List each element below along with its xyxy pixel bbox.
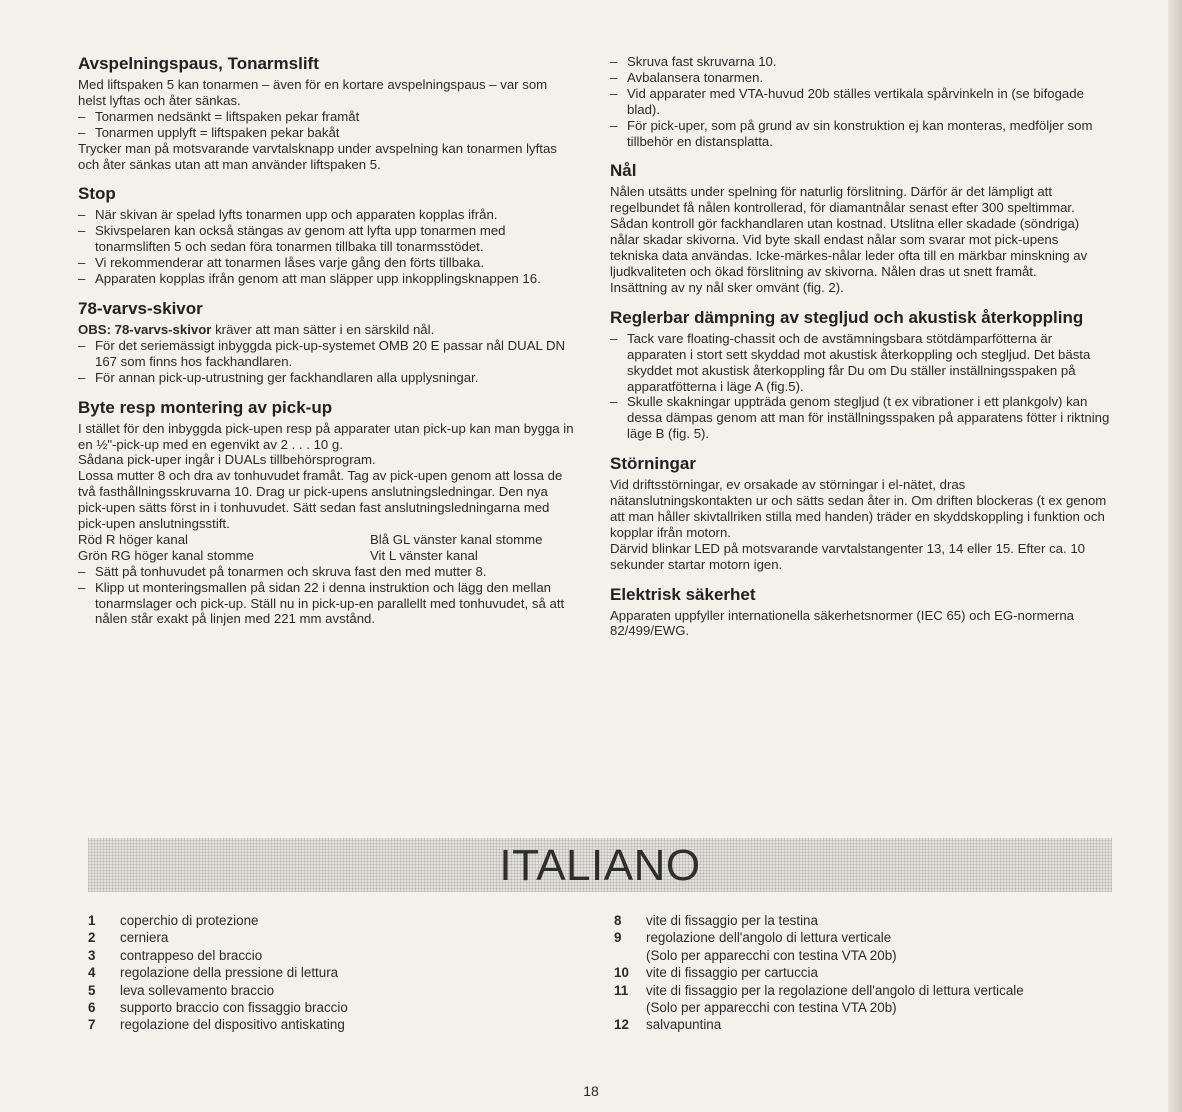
- section-nal: [610, 161, 1110, 295]
- legend-label: regolazione della pressione di lettura: [120, 965, 339, 981]
- bullet-item: – För det seriemässigt inbyggda pick-up-systemet OMB 20 E passar nål DUAL DN 167 som finns hos fackhandlaren.: [78, 338, 576, 370]
- paragraph: Trycker man på motsvarande varvtalsknapp under avspelning kan tonarmen lyftas och åter sänkas utan att man använder liftspaken 5.: [78, 140, 557, 172]
- section-heading: Elektrisk säkerhet: [610, 584, 756, 604]
- legend-number: 7: [88, 1017, 96, 1033]
- bullet-list: [610, 54, 1110, 149]
- language-banner: [88, 838, 1112, 892]
- bullet-list: [78, 207, 576, 287]
- legend-text: [120, 964, 508, 981]
- obs-paragraph: [78, 322, 576, 338]
- section-pick-up: [78, 398, 576, 628]
- wiring-entry: Blå GL vänster kanal stomme: [370, 531, 543, 547]
- bullet-item: – Skulle skakningar uppträda genom stegljud (t ex vibrationer i ett plankgolv) kan dessa dämpas genom att man för inställningsspaken på apparatens fötter i riktning läge B (fig. 5).: [610, 394, 1110, 442]
- legend-label: leva sollevamento braccio: [120, 982, 275, 998]
- bullet-item: – För annan pick-up-utrustning ger fackhandlaren alla upplysningar.: [78, 370, 576, 386]
- bullet-list: [610, 331, 1110, 442]
- bullet-item: – Tonarmen nedsänkt = liftspaken pekar framåt: [78, 109, 576, 125]
- section-heading: Avspelningspaus, Tonarmslift: [78, 54, 319, 73]
- legend-number: 3: [88, 947, 96, 963]
- section-heading: 78-varvs-skivor: [78, 298, 203, 318]
- legend-item: [88, 999, 508, 1016]
- bullet-list: [78, 109, 576, 141]
- section-dampning: [610, 308, 1110, 442]
- wiring-entry: Röd R höger kanal: [78, 531, 188, 547]
- legend-text: [120, 1016, 508, 1033]
- legend-note: (Solo per apparecchi con testina VTA 20b): [646, 947, 897, 963]
- legend-text: [646, 982, 1114, 1017]
- legend-text: [646, 964, 1114, 981]
- paragraph: Lossa mutter 8 och dra av tonhuvudet framåt. Tag av pick-upen genom att lossa de två fasthållningsskruvarna 10. Drag ur pick-upens anslutningsledningar. Den nya pick-upen sätts först in i tonhuvudet. Sätt sedan fast anslutningsledningarna med pick-upen anslutningsstift.: [78, 468, 563, 532]
- wiring-entry: Grön RG höger kanal stomme: [78, 547, 254, 563]
- legend-text: [120, 947, 508, 964]
- legend-number: 8: [614, 913, 622, 928]
- left-column: [78, 54, 576, 639]
- legend-list-right: [614, 912, 1114, 1034]
- legend-number: 1: [88, 913, 96, 928]
- section-heading: Nål: [610, 161, 637, 181]
- legend-list-left: [88, 912, 508, 1034]
- legend-label: vite di fissaggio per la regolazione dell'angolo di lettura verticale: [646, 982, 1024, 998]
- legend-item: [88, 964, 508, 981]
- legend-label: cerniera: [120, 930, 169, 946]
- legend-item: [88, 947, 508, 964]
- paragraph: I stället för den inbyggda pick-upen resp på apparater utan pick-up kan man bygga in en ½"-pick-up med en egenvikt av 2 . . . 10 g.: [78, 420, 574, 452]
- page-edge-shadow: [1168, 0, 1182, 1112]
- paragraph: Sådana pick-uper ingår i DUALs tillbehörsprogram.: [78, 452, 376, 468]
- bullet-list: [78, 564, 576, 628]
- legend-label: coperchio di protezione: [120, 913, 259, 928]
- legend-text: [646, 929, 1114, 964]
- legend-item: [88, 912, 508, 929]
- legend-label: vite di fissaggio per cartuccia: [646, 965, 818, 981]
- bullet-item: – Vid apparater med VTA-huvud 20b ställes vertikala spårvinkeln in (se bifogade blad).: [610, 86, 1110, 118]
- legend-text: [120, 912, 508, 929]
- obs-label: OBS: 78-varvs-skivor: [78, 321, 212, 337]
- bullet-item: – Tack vare floating-chassit och de avstämningsbara stötdämparfötterna är apparaten i stort sett skyddad mot akustisk återkoppling och stegljud. Det bästa skyddet mot akustisk återkoppling får Du om Du ställer inställningsspaken på apparatfötterna i läge A (fig.5).: [610, 331, 1110, 395]
- bullet-item: – Tonarmen upplyft = liftspaken pekar bakåt: [78, 125, 576, 141]
- wiring-entry: Vit L vänster kanal: [370, 547, 478, 563]
- section-storningar: [610, 454, 1110, 572]
- paragraph: Därvid blinkar LED på motsvarande varvtalstangenter 13, 14 eller 15. Efter ca. 10 sekunder startar motorn igen.: [610, 540, 1086, 572]
- paragraph: Vid driftsstörningar, ev orsakade av störningar i el-nätet, dras nätanslutningskontakten ur och sätts sedan åter in. Om driften blockeras (t ex genom att man håller skivtallriken stilla med handen) träder en skyddskoppling i funktion och kopplar ifrån motorn.: [610, 477, 1107, 540]
- bullet-item: – Apparaten kopplas ifrån genom att man släpper upp inkopplingsknappen 16.: [78, 271, 576, 287]
- section-tonarmslift: [78, 54, 576, 172]
- legend-item: [88, 982, 508, 999]
- section-stop: [78, 184, 576, 287]
- legend-item: [614, 929, 1114, 964]
- bullet-item: – För pick-uper, som på grund av sin konstruktion ej kan monteras, medföljer som tillbehör en distansplatta.: [610, 118, 1110, 150]
- legend-item: [88, 1016, 508, 1033]
- legend-label: supporto braccio con fissaggio braccio: [120, 1000, 348, 1016]
- section-heading: Reglerbar dämpning av stegljud och akustisk återkoppling: [610, 307, 1084, 327]
- legend-item: [614, 1016, 1114, 1033]
- legend-number: 12: [614, 1017, 629, 1033]
- legend-label: salvapuntina: [646, 1017, 722, 1033]
- bullet-item: – Klipp ut monteringsmallen på sidan 22 i denna instruktion och lägg den mellan tonarmslager och pick-up. Ställ nu in pick-up-en parallellt med tonhuvudet, så att nålen står exakt på linjen med 221 mm avstånd.: [78, 580, 576, 628]
- bullet-item: – Avbalansera tonarmen.: [610, 70, 1110, 86]
- legend-item: [614, 964, 1114, 981]
- legend-label: contrappeso del braccio: [120, 947, 263, 963]
- paragraph: Apparaten uppfyller internationella säkerhetsnormer (IEC 65) och EG-normerna 82/499/EWG.: [610, 607, 1074, 639]
- section-heading: Byte resp montering av pick-up: [78, 397, 333, 417]
- paragraph: Med liftspaken 5 kan tonarmen – även för en kortare avspelningspaus – var som helst lyftas och åter sänkas.: [78, 77, 548, 108]
- legend-item: [614, 912, 1114, 929]
- right-column: [610, 54, 1110, 651]
- bullet-item: – Vi rekommenderar att tonarmen låses varje gång den förts tillbaka.: [78, 255, 576, 271]
- legend-number: 11: [614, 982, 629, 998]
- legend-number: 6: [88, 1000, 96, 1016]
- section-continued: [610, 54, 1110, 149]
- paragraph: Nålen utsätts under spelning för naturlig förslitning. Därför är det lämpligt att regelbundet få nålen kontrollerad, för diamantnålar senast efter 300 speltimmar. Sådan kontroll gör fackhandlaren utan kostnad. Utslitna eller skadade (söndriga) nålar skadar skivorna. Vid byte skall endast nålar som svarar mot pick-upens tekniska data användas. Icke-märkes-nålar leder ofta till en märkbar minskning av ljudkvaliteten och ökad förslitning av skivorna. Nålen dras ut snett framåt.: [610, 184, 1088, 279]
- legend-label: vite di fissaggio per la testina: [646, 913, 818, 928]
- bullet-item: – Skivspelaren kan också stängas av genom att lyfta upp tonarmen med tonarmsliften 5 och sedan föra tonarmen tillbaka till tonarmsstödet.: [78, 223, 576, 255]
- legend-text: [120, 929, 508, 946]
- banner-title: ITALIANO: [499, 841, 701, 890]
- bullet-list: [78, 338, 576, 386]
- legend-text: [646, 912, 1114, 929]
- bullet-item: – Sätt på tonhuvudet på tonarmen och skruva fast den med mutter 8.: [78, 564, 576, 580]
- legend-label: regolazione dell'angolo di lettura verticale: [646, 930, 892, 946]
- section-78-varvs: [78, 299, 576, 386]
- paragraph: Insättning av ny nål sker omvänt (fig. 2).: [610, 279, 844, 295]
- section-heading: Störningar: [610, 454, 696, 474]
- obs-text: kräver att man sätter i en särskild nål.: [211, 321, 435, 337]
- wiring-table: [78, 532, 576, 564]
- bullet-item: – Skruva fast skruvarna 10.: [610, 54, 1110, 70]
- legend-text: [120, 982, 508, 999]
- bullet-item: – När skivan är spelad lyfts tonarmen upp och apparaten kopplas ifrån.: [78, 207, 576, 223]
- legend-item: [614, 982, 1114, 1017]
- legend-item: [88, 929, 508, 946]
- legend-text: [646, 1016, 1114, 1033]
- legend-number: 2: [88, 930, 96, 946]
- legend-number: 4: [88, 965, 96, 981]
- section-elektrisk: [610, 585, 1110, 640]
- legend-number: 10: [614, 965, 629, 981]
- legend-number: 9: [614, 930, 622, 946]
- legend-note: (Solo per apparecchi con testina VTA 20b): [646, 1000, 897, 1016]
- section-heading: Stop: [78, 184, 116, 204]
- legend-number: 5: [88, 982, 96, 998]
- page-number: 18: [583, 1083, 599, 1099]
- legend-label: regolazione del dispositivo antiskating: [120, 1017, 345, 1033]
- legend-text: [120, 999, 508, 1016]
